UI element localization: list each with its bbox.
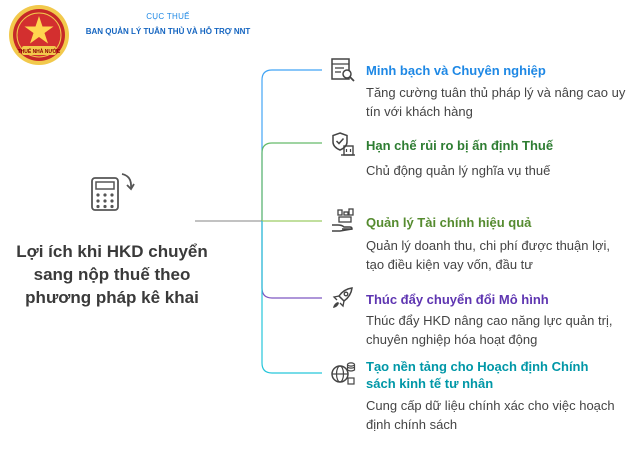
item-5-desc: Cung cấp dữ liệu chính xác cho việc hoạch định chính sách: [366, 398, 615, 432]
header-line-2: BAN QUẢN LÝ TUÂN THỦ VÀ HỖ TRỢ NNT: [85, 27, 251, 36]
item-3-desc: Quản lý doanh thu, chi phí được thuận lợi, tạo điều kiện vay vốn, đầu tư: [366, 238, 611, 272]
item-2-title: Hạn chế rủi ro bị ấn định Thuế: [366, 138, 554, 153]
item-3-title: Quản lý Tài chính hiệu quả: [366, 215, 532, 230]
item-2-desc: Chủ động quản lý nghĩa vụ thuế: [366, 163, 551, 178]
item-1-title: Minh bạch và Chuyên nghiệp: [366, 63, 546, 78]
document-search-icon: [330, 57, 356, 83]
branch-1: [262, 70, 322, 221]
rocket-icon: [330, 285, 356, 311]
item-1-desc: Tăng cường tuân thủ pháp lý và nâng cao uy tín với khách hàng: [366, 85, 626, 119]
item-4-title: Thúc đẩy chuyển đổi Mô hình: [366, 292, 549, 307]
header-line-1: CỤC THUẾ: [146, 12, 190, 21]
emblem-text: THUẾ NHÀ NƯỚC: [17, 49, 61, 55]
calculator-refresh-icon: [86, 168, 136, 214]
branch-4: [262, 221, 322, 298]
item-4-desc: Thúc đẩy HKD nâng cao năng lực quản trị, chuyên nghiệp hóa hoạt động: [366, 313, 613, 347]
item-5-title: Tạo nền tảng cho Hoạch định Chính sách kinh tế tư nhân: [366, 359, 589, 391]
finance-hand-icon: [330, 208, 356, 234]
center-title: Lợi ích khi HKD chuyển sang nộp thuế theo phương pháp kê khai: [16, 242, 208, 307]
shield-building-icon: [330, 131, 356, 157]
branch-2: [262, 143, 322, 221]
globe-data-icon: [330, 360, 356, 386]
branch-5: [262, 221, 322, 373]
